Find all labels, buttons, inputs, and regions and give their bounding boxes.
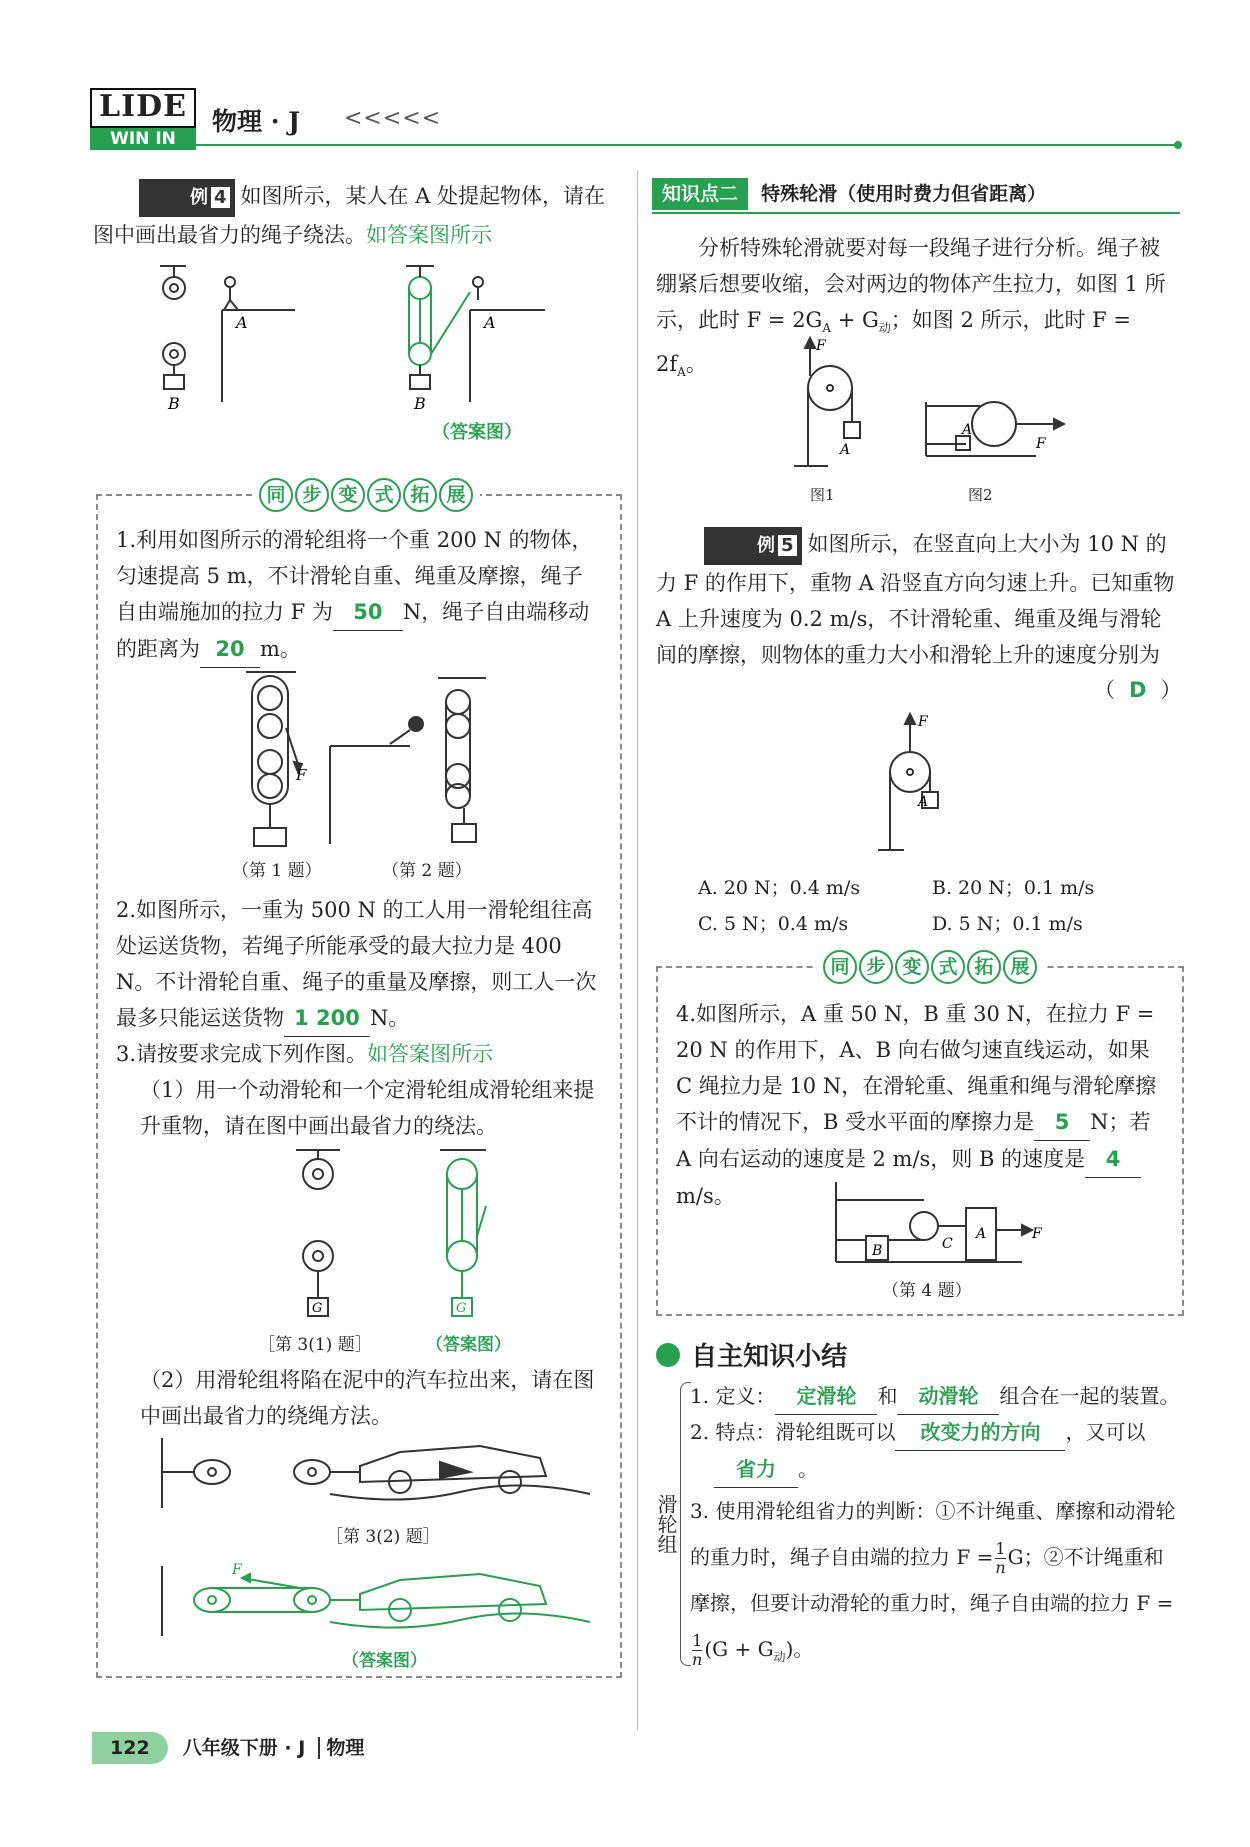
ext1-banner: 同 步 变 式 拓 展: [252, 478, 480, 512]
kp2-title: 特殊轮滑（使用时费力但省距离）: [761, 183, 1047, 205]
summary-item2: 2. 特点：滑轮组既可以 改变力的方向 ，又可以 省力 。: [690, 1414, 1180, 1488]
ex4-label-a1: A: [236, 313, 248, 332]
ext1-q3-sub1: （1）用一个动滑轮和一个定滑轮组成滑轮组来提升重物，请在图中画出最省力的绕法。: [140, 1078, 595, 1138]
ext2-banner: 同 步 变 式 拓 展: [816, 950, 1044, 984]
q4-label-c: C: [942, 1236, 953, 1252]
q3-sub1-figure: [290, 1146, 490, 1326]
column-divider: [637, 170, 638, 1730]
q4-answer-speed: 4: [1085, 1141, 1141, 1178]
ex5-label-a: A: [918, 794, 929, 810]
q3-sub2-caption: ［第 3(2) 题］: [326, 1527, 440, 1547]
ex5-option-c: C. 5 N；0.4 m/s: [698, 913, 849, 935]
q2-answer: 1 200: [284, 1000, 370, 1037]
q3-answer-note: 如答案图所示: [367, 1042, 494, 1066]
kp2-tag: 知识点二: [652, 178, 748, 210]
summary-answer-fixed-pulley: 定滑轮: [775, 1378, 877, 1415]
ex5-option-a: A. 20 N；0.4 m/s: [698, 877, 861, 899]
kp2-fig1-caption: 图1: [810, 486, 835, 504]
ex5-label-f: F: [918, 714, 928, 730]
ex4-answer-note: 如答案图所示: [366, 223, 492, 247]
ex4-label-a2: A: [484, 313, 496, 332]
q4-label-f: F: [1032, 1226, 1042, 1242]
kp2-fig1-label-f: F: [816, 338, 826, 354]
footer: [92, 1732, 364, 1766]
ex5-question: 例 5 如图所示，在竖直向上大小为 10 N 的力 F 的作用下，重物 A 沿竖直方向匀速上升。已知重物 A 上升速度为 0.2 m/s，不计滑轮重、绳重及绳与滑轮间的摩擦，则物体的重力大小和滑轮上升的速度分别为: [656, 526, 1178, 673]
ex4-question: 例 4 如图所示，某人在 A 处提起物体，请在图中画出最省力的绳子绕法。如答案图所示: [93, 178, 623, 253]
q1-answer-distance: 20: [200, 631, 260, 668]
kp2-fig1-label-a: A: [840, 442, 851, 458]
ext1-q2: 2.如图所示，一重为 500 N 的工人用一滑轮组往高处运送货物，若绳子所能承受的最大拉力是 400 N。不计滑轮自重、绳子的重量及摩擦，则工人一次最多只能运送货物 1 200 N。: [116, 892, 602, 1037]
summary-title: 自主知识小结: [691, 1342, 848, 1372]
q3-sub2-label-f: F: [232, 1562, 242, 1578]
ex4-tag: 例 4: [139, 179, 235, 217]
q3-label-g1: G: [312, 1301, 323, 1316]
ex5-option-b: B. 20 N；0.1 m/s: [932, 877, 1095, 899]
kp2-figures: [770, 336, 1070, 476]
summary-answer-save-force: 省力: [714, 1451, 798, 1488]
summary-icon: [656, 1343, 680, 1367]
summary-item1: 1. 定义： 定滑轮 和 动滑轮 组合在一起的装置。: [690, 1378, 1180, 1415]
ext1-q1-q2-figures: [240, 668, 500, 848]
summary-answer-movable-pulley: 动滑轮: [897, 1378, 999, 1415]
ext2-q4: 4.如图所示，A 重 50 N，B 重 30 N，在拉力 F = 20 N 的作用下，A、B 向右做匀速直线运动，如果 C 绳拉力是 10 N，在滑轮重、绳重和绳与滑轮摩擦不计的情况下，B 受水平面的摩擦力是 5 N；若 A 向右运动的速度是 2 m/s，则 B 的速度是 4m/s。: [676, 1002, 1157, 1208]
q2-fig-caption: （第 2 题）: [382, 861, 472, 881]
q3-sub1-answer-caption: （答案图）: [426, 1335, 511, 1355]
q4-answer-friction: 5: [1034, 1104, 1090, 1141]
q4-label-b: B: [872, 1243, 883, 1259]
ex4-figure: [150, 262, 550, 412]
footer-subject: 物理: [318, 1737, 364, 1759]
q1-answer-force: 50: [333, 594, 403, 631]
kp2-fig2-label-a: A: [962, 422, 973, 438]
header: [90, 88, 1180, 148]
summary-item3: 3. 使用滑轮组省力的判断：①不计绳重、摩擦和动滑轮的重力时，绳子自由端的拉力 F = $\frac{1}{n}$ G；②不计绳重和摩擦，但要计动滑轮的重力时，绳子自由端的拉力 F = $\frac{1}{n}$ $(G + G_动)$。: [690, 1499, 1176, 1669]
kp2-fig2-caption: 图2: [968, 486, 993, 504]
q3-sub1-caption: ［第 3(1) 题］: [258, 1335, 372, 1355]
ext1-q3: 3.请按要求完成下列作图。如答案图所示: [116, 1042, 494, 1066]
q1-fig-label-f: F: [296, 766, 307, 784]
q4-label-a: A: [976, 1226, 987, 1242]
q3-sub2-figure: [150, 1432, 610, 1522]
page-number: 122: [92, 1732, 168, 1764]
logo: [90, 88, 196, 148]
ex5-option-d: D. 5 N；0.1 m/s: [932, 913, 1083, 935]
q3-label-g2: G: [456, 1301, 467, 1316]
header-subject: 物理 · J: [212, 107, 300, 136]
ex5-answer-paren: （ D ）: [1094, 678, 1182, 702]
kp2-fig2-label-f: F: [1036, 436, 1046, 452]
q4-fig-caption: （第 4 题）: [882, 1281, 972, 1301]
q3-sub2-answer-caption: （答案图）: [342, 1651, 427, 1671]
header-rule: [196, 144, 1180, 146]
ex5-tag: 例 5: [704, 527, 802, 565]
logo-top: LIDE: [90, 88, 196, 128]
summary-side-label: 滑轮组: [654, 1494, 678, 1554]
footer-book: 八年级下册 · J: [182, 1737, 306, 1759]
ext1-q3-sub2: （2）用滑轮组将陷在泥中的汽车拉出来，请在图中画出最省力的绕绳方法。: [140, 1368, 595, 1428]
logo-bottom: WIN IN: [90, 128, 196, 150]
q4-figure: [826, 1178, 1056, 1268]
kp2-heading: [652, 178, 1180, 212]
q3-sub2-answer-figure: [150, 1560, 610, 1650]
kp2-paragraph: 分析特殊轮滑就要对每一段绳子进行分析。绳子被绷紧后想要收缩，会对两边的物体产生拉力，如图 1 所示，此时 $F = 2G_A + G_动$；如图 2 所示，此时 $F = 2f_A$。: [656, 236, 1166, 380]
ex4-label-b2: B: [414, 394, 426, 413]
ext1-q1: 1.利用如图所示的滑轮组将一个重 200 N 的物体，匀速提高 5 m，不计滑轮自重、绳重及摩擦，绳子自由端施加的拉力 F 为 50 N，绳子自由端移动的距离为 20 m。: [116, 522, 602, 668]
ex5-figure: [880, 710, 980, 860]
ex4-answer-caption: （答案图）: [432, 422, 522, 443]
header-arrows: <<<<<: [344, 106, 442, 131]
summary-answer-direction: 改变力的方向: [895, 1414, 1065, 1451]
q1-fig-caption: （第 1 题）: [232, 861, 322, 881]
ex4-label-b1: B: [168, 394, 180, 413]
ex5-answer: D: [1129, 678, 1147, 702]
summary-heading: [656, 1336, 847, 1373]
header-rule-dot: [1174, 141, 1182, 149]
